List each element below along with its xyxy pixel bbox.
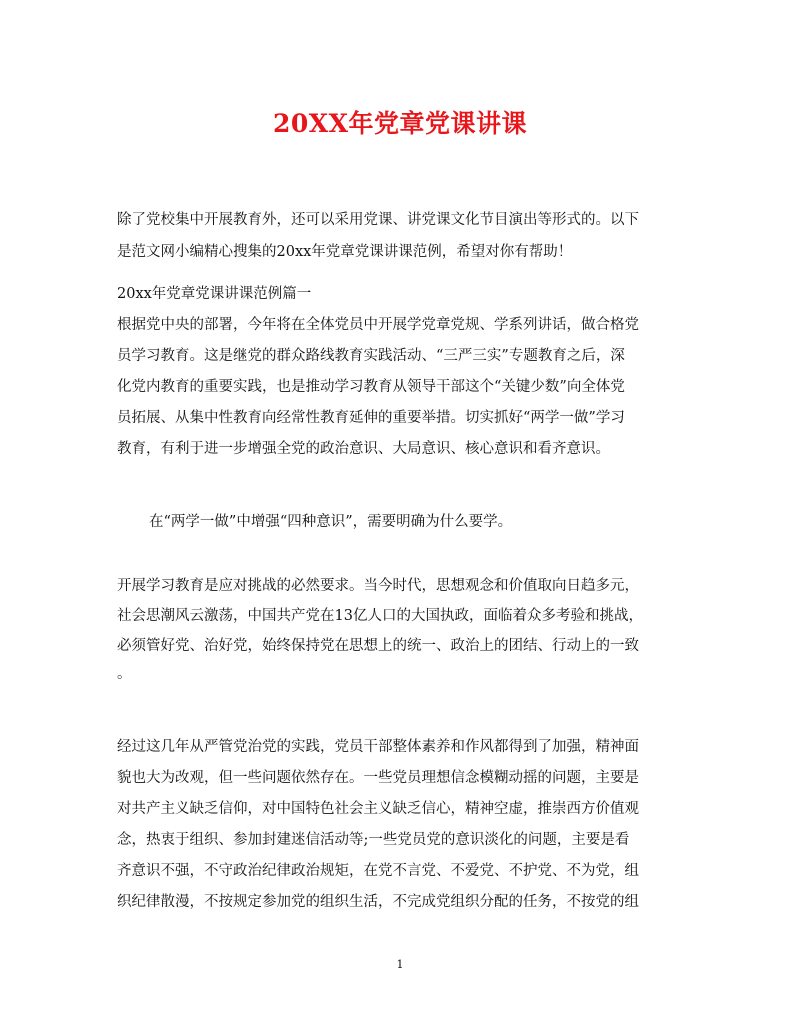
intro-paragraph xyxy=(117,204,687,268)
text-line: 教育，有利于进一步增强全党的政治意识、大局意识、核心意识和看齐意识。 xyxy=(117,441,610,457)
text-line: 念，热衷于组织、参加封建迷信活动等;一些党员党的意识淡化的问题，主要是看 xyxy=(117,832,630,848)
text-line: 对共产主义缺乏信仰，对中国特色社会主义缺乏信心，精神空虚，推崇西方价值观 xyxy=(117,801,639,817)
text-line: 社会思潮风云激荡，中国共产党在13亿人口的大国执政，面临着众多考验和挑战， xyxy=(117,608,643,624)
paragraph-2: 在“两学一做”中增强“四种意识”，需要明确为什么要学。 xyxy=(149,514,513,530)
paragraph-3 xyxy=(117,571,687,687)
text-line: 开展学习教育是应对挑战的必然要求。当今时代，思想观念和价值取向日趋多元， xyxy=(117,578,639,594)
text-line: 必须管好党、治好党，始终保持党在思想上的统一、政治上的团结、行动上的一致 xyxy=(117,638,639,654)
text-line: 根据党中央的部署，今年将在全体党员中开展学党章党规、学系列讲话，做合格党 xyxy=(117,317,639,333)
text-line: 是范文网小编精心搜集的20xx年党章党课讲课范例，希望对你有帮助！ xyxy=(117,244,573,260)
page-number: 1 xyxy=(396,958,404,971)
paragraph-4 xyxy=(117,732,687,918)
text-line: 员拓展、从集中性教育向经常性教育延伸的重要举措。切实抓好“两学一做”学习 xyxy=(117,410,625,426)
text-line: 貌也大为改观，但一些问题依然存在。一些党员理想信念模糊动摇的问题，主要是 xyxy=(117,770,639,786)
text-line: 。 xyxy=(117,666,132,682)
text-line: 除了党校集中开展教育外，还可以采用党课、讲党课文化节目演出等形式的。以下 xyxy=(117,212,639,228)
section-heading: 20xx年党章党课讲课范例篇一 xyxy=(117,286,312,302)
text-line: 齐意识不强，不守政治纪律政治规矩，在党不言党、不爱党、不护党、不为党，组 xyxy=(117,863,639,879)
text-line: 经过这几年从严管党治党的实践，党员干部整体素养和作风都得到了加强，精神面 xyxy=(117,739,639,755)
text-line: 化党内教育的重要实践，也是推动学习教育从领导干部这个“关键少数”向全体党 xyxy=(117,379,625,395)
text-line: 员学习教育。这是继党的群众路线教育实践活动、“三严三实”专题教育之后，深 xyxy=(117,348,625,364)
text-line: 织纪律散漫，不按规定参加党的组织生活，不完成党组织分配的任务，不按党的组 xyxy=(117,894,639,910)
paragraph-1 xyxy=(117,310,687,465)
document-title: 20XX年党章党课讲课 xyxy=(272,109,528,138)
